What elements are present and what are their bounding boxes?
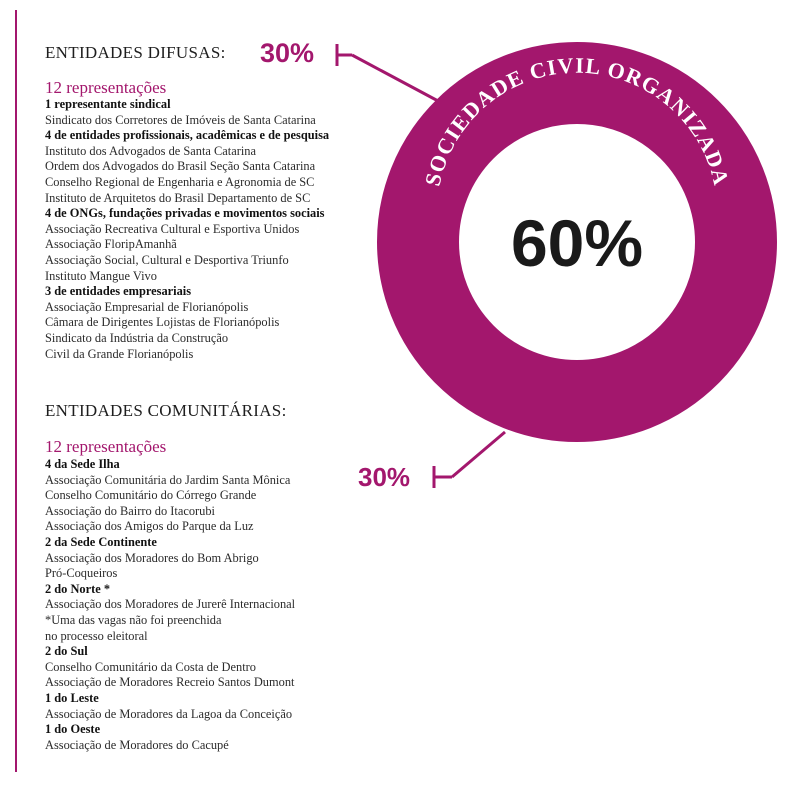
group-heading: 4 de entidades profissionais, acadêmicas e de pesquisa: [45, 128, 330, 143]
entity-item: Ordem dos Advogados do Brasil Seção Santa Catarina: [45, 159, 316, 174]
group-heading: 1 do Leste: [45, 690, 99, 705]
entity-item: Associação de Moradores do Cacupé: [45, 737, 229, 752]
entity-item: Pró-Coqueiros: [45, 566, 118, 581]
group-heading: 2 do Sul: [45, 644, 88, 659]
group-heading: 3 de entidades empresariais: [45, 284, 192, 299]
difusas-representacoes: 12 representações: [45, 78, 167, 97]
comunitarias-representacoes: 12 representações: [45, 437, 167, 456]
entity-item: Conselho Regional de Engenharia e Agronomia de SC: [45, 174, 315, 189]
group-heading: 1 representante sindical: [45, 97, 171, 111]
entity-item: Associação dos Moradores do Bom Abrigo: [45, 550, 259, 565]
comunitarias-list: [45, 457, 445, 753]
comunitarias-title: ENTIDADES COMUNITÁRIAS:: [45, 401, 287, 420]
entity-item: Associação do Bairro do Itacorubi: [45, 503, 215, 518]
entity-item: Associação Empresarial de Florianópolis: [45, 299, 249, 314]
connector-difusas: [337, 44, 440, 102]
entity-item: Civil da Grande Florianópolis: [45, 346, 194, 361]
entity-item: Câmara de Dirigentes Lojistas de Florianópolis: [45, 315, 280, 330]
difusas-title: ENTIDADES DIFUSAS:: [45, 43, 226, 62]
entity-item: Associação dos Amigos do Parque da Luz: [45, 519, 254, 534]
difusas-list: [45, 97, 445, 362]
entity-item: Instituto de Arquitetos do Brasil Departamento de SC: [45, 190, 311, 205]
group-heading: 2 da Sede Continente: [45, 534, 157, 549]
entity-item: Associação dos Moradores de Jurerê Internacional: [45, 597, 296, 612]
group-heading: 1 do Oeste: [45, 722, 101, 737]
entity-item: Associação Comunitária do Jardim Santa Mônica: [45, 472, 291, 487]
donut-ring-label: SOCIEDADE CIVIL ORGANIZADA: [419, 52, 735, 189]
difusas-percent: 30%: [260, 38, 315, 68]
group-heading: 4 da Sede Ilha: [45, 457, 120, 471]
comunitarias-percent: 30%: [358, 462, 411, 492]
entity-item: Associação FloripAmanhã: [45, 237, 177, 252]
entity-item: Associação de Moradores da Lagoa da Conceição: [45, 706, 293, 721]
entity-item: Sindicato da Indústria da Construção: [45, 330, 229, 345]
entity-item: Associação Recreativa Cultural e Esportiva Unidos: [45, 221, 300, 236]
donut-center-percent: 60%: [510, 206, 644, 280]
entity-item: Associação de Moradores Recreio Santos Dumont: [45, 675, 295, 690]
group-heading: 2 do Norte *: [45, 581, 111, 596]
entity-item: Conselho Comunitário da Costa de Dentro: [45, 659, 256, 674]
entity-item: Associação Social, Cultural e Desportiva Triunfo: [45, 252, 289, 267]
entity-item: *Uma das vagas não foi preenchida: [45, 612, 222, 627]
entity-item: no processo eleitoral: [45, 628, 148, 643]
entity-item: Conselho Comunitário do Córrego Grande: [45, 488, 257, 503]
entity-item: Instituto dos Advogados de Santa Catarina: [45, 143, 256, 158]
group-heading: 4 de ONGs, fundações privadas e movimentos sociais: [45, 206, 325, 221]
entity-item: Sindicato dos Corretores de Imóveis de Santa Catarina: [45, 112, 316, 127]
entity-item: Instituto Mangue Vivo: [45, 268, 157, 283]
